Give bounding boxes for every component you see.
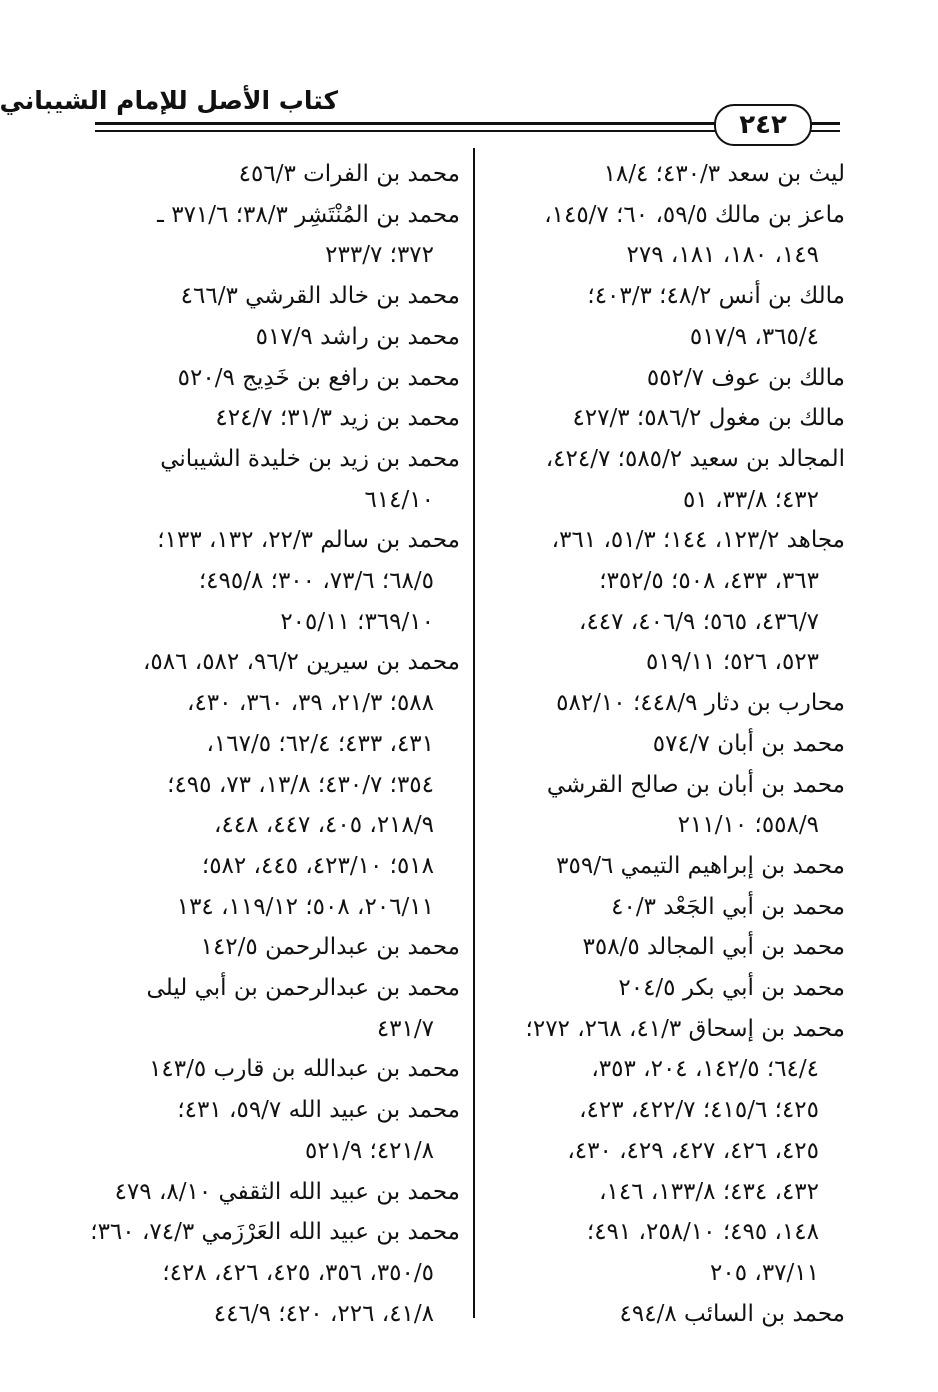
entry-heading-line: ماعز بن مالك ٥٩/٥، ٦٠؛ ١٤٥/٧، (544, 201, 845, 228)
index-entry (98, 1049, 460, 1090)
entry-heading-line: محمد بن زيد ٣١/٣؛ ٤٢٤/٧ (215, 405, 460, 432)
entry-continuation-line: ١٤٨، ٤٩٥؛ ٢٥٨/١٠، ٤٩١؛ (586, 1219, 819, 1246)
index-entry (490, 724, 845, 765)
entry-continuation-line: ٤٣٢، ٤٣٤؛ ١٣٣/٨، ١٤٦، (599, 1178, 819, 1205)
entry-continuation-line: ٥١٨؛ ٤٢٣/١٠، ٤٤٥، ٥٨٢؛ (201, 852, 434, 879)
entry-heading-line: محمد بن سالم ٢٢/٣، ١٣٢، ١٣٣؛ (157, 527, 460, 554)
entry-continuation-line: ٣٦٣، ٤٣٣، ٥٠٨؛ ٣٥٢/٥؛ (599, 568, 819, 595)
entry-heading-line: محمد بن خالد القرشي ٤٦٦/٣ (180, 283, 460, 310)
entry-continuation-line: ٥٢٣، ٥٢٦؛ ٥١٩/١١ (645, 649, 819, 676)
entry-continuation-line: ٣٥٤؛ ٤٣٠/٧؛ ١٣/٨، ٧٣، ٤٩٥؛ (167, 771, 434, 798)
entry-continuation-line: ٤٣١، ٤٣٣؛ ٦٢/٤؛ ١٦٧/٥، (206, 730, 434, 757)
entry-heading-line: محمد بن أبي بكر ٢٠٤/٥ (618, 975, 845, 1002)
index-entry (98, 276, 460, 317)
entry-continuation-line: ٢٠٦/١١، ٥٠٨؛ ١١٩/١٢، ١٣٤ (176, 893, 434, 920)
entry-heading-line: محمد بن الفرات ٤٥٦/٣ (238, 161, 460, 187)
entry-continuation-line: ٦٤/٤؛ ١٤٢/٥، ٢٠٤، ٣٥٣، (591, 1056, 819, 1083)
entry-heading-line: محمد بن عبدالرحمن ١٤٢/٥ (200, 934, 460, 961)
entry-continuation-line: ٤١/٨، ٢٢٦، ٤٢٠؛ ٤٤٦/٩ (213, 1300, 434, 1327)
index-entry (490, 1294, 845, 1335)
entry-heading-line: محمد بن أبي الجَعْد ٤٠/٣ (611, 893, 845, 920)
entry-heading-line: مالك بن مغول ٥٨٦/٢؛ ٤٢٧/٣ (572, 405, 845, 432)
entry-heading-line: محمد بن عبدالله بن قارب ١٤٣/٥ (149, 1056, 460, 1083)
index-entry (490, 520, 845, 683)
entry-continuation-line: ٥٨٨؛ ٢١/٣، ٣٩، ٣٦٠، ٤٣٠، (187, 690, 434, 717)
entry-heading-line: محمد بن أبي المجالد ٣٥٨/٥ (582, 934, 845, 961)
entry-heading-line: ليث بن سعد ٤٣٠/٣؛ ١٨/٤ (603, 161, 845, 187)
index-entry (490, 846, 845, 887)
entry-continuation-line: ٣٧٢؛ ٢٣٣/٧ (325, 242, 434, 269)
entry-heading-line: محمد بن عبيد الله ٥٩/٧، ٤٣١؛ (177, 1097, 460, 1124)
entry-continuation-line: ٣٦٩/١٠؛ ٢٠٥/١١ (280, 608, 434, 635)
entry-heading-line: محمد بن رافع بن خَدِيج ٥٢٠/٩ (177, 364, 460, 391)
entry-continuation-line: ٥٥٨/٩؛ ٢١١/١٠ (677, 812, 819, 839)
index-entry (490, 195, 845, 276)
entry-heading-line: محمد بن أبان ٥٧٤/٧ (652, 730, 845, 757)
index-entry (98, 195, 460, 276)
page-number: ٢٤٢ (714, 104, 812, 146)
index-entry (90, 1212, 460, 1334)
index-entry (490, 968, 845, 1009)
entry-heading-line: محمد بن زيد بن خليدة الشيباني (160, 445, 460, 472)
entry-heading-line: محمد بن إسحاق ٤١/٣، ٢٦٨، ٢٧٢؛ (525, 1015, 845, 1042)
index-entry (98, 927, 460, 968)
entry-heading-line: محمد بن عبيد الله الثقفي ٨/١٠، ٤٧٩ (114, 1178, 460, 1205)
entry-continuation-line: ٦٨/٥؛ ٧٣/٦، ٣٠٠؛ ٤٩٥/٨؛ (198, 568, 434, 595)
index-entry (490, 1009, 845, 1294)
index-entry (490, 887, 845, 928)
entry-continuation-line: ٢١٨/٩، ٤٠٥، ٤٤٧، ٤٤٨، (214, 812, 434, 839)
entry-heading-line: المجالد بن سعيد ٥٨٥/٢؛ ٤٢٤/٧، (545, 445, 845, 472)
index-entry (98, 439, 460, 520)
entry-continuation-line: ٤٣٢؛ ٣٣/٨، ٥١ (683, 486, 819, 513)
index-entry (98, 398, 460, 439)
entry-heading-line: مالك بن عوف ٥٥٢/٧ (646, 364, 845, 391)
entry-continuation-line: ٤٢١/٨؛ ٥٢١/٩ (305, 1137, 434, 1164)
index-entry (490, 398, 845, 439)
entry-heading-line: محمد بن عبدالرحمن بن أبي ليلى (146, 975, 460, 1002)
index-entry (490, 154, 845, 195)
entry-continuation-line: ٣٥٠/٥، ٣٥٦، ٤٢٥، ٤٢٦، ٤٢٨؛ (162, 1259, 434, 1286)
index-entry (490, 439, 845, 520)
index-entry (490, 358, 845, 399)
entry-continuation-line: ٦١٤/١٠ (364, 486, 434, 513)
entry-heading-line: محمد بن راشد ٥١٧/٩ (255, 323, 460, 350)
index-entry (490, 927, 845, 968)
index-column-left (90, 154, 460, 1334)
entry-continuation-line: ٣٧/١١، ٢٠٥ (710, 1259, 819, 1286)
entry-heading-line: محارب بن دثار ٤٤٨/٩؛ ٥٨٢/١٠ (556, 690, 845, 717)
entry-heading-line: مجاهد ١٢٣/٢، ١٤٤؛ ٥١/٣، ٣٦١، (551, 527, 845, 554)
index-entry (98, 642, 460, 927)
entry-continuation-line: ٣٦٥/٤، ٥١٧/٩ (689, 323, 819, 350)
entry-continuation-line: ٤٢٥، ٤٢٦، ٤٢٧، ٤٢٩، ٤٣٠، (567, 1137, 819, 1164)
index-column-right (490, 154, 845, 1334)
entry-heading-line: محمد بن المُنْتَشِر ٣٨/٣؛ ٣٧١/٦ ـ (157, 201, 460, 228)
index-entry (98, 1172, 460, 1213)
index-entry (98, 358, 460, 399)
entry-continuation-line: ٤٣١/٧ (376, 1015, 434, 1042)
index-entry (490, 765, 845, 846)
entry-continuation-line: ٤٣٦/٧، ٥٦٥؛ ٤٠٦/٩، ٤٤٧، (579, 608, 819, 635)
entry-heading-line: مالك بن أنس ٤٨/٢؛ ٤٠٣/٣؛ (587, 283, 845, 310)
entry-heading-line: محمد بن عبيد الله العَرْزَمي ٧٤/٣، ٣٦٠؛ (90, 1219, 460, 1246)
entry-continuation-line: ١٤٩، ١٨٠، ١٨١، ٢٧٩ (626, 242, 819, 269)
entry-heading-line: محمد بن إبراهيم التيمي ٣٥٩/٦ (556, 852, 845, 879)
entry-heading-line: محمد بن أبان بن صالح القرشي (546, 771, 845, 798)
entry-heading-line: محمد بن سيرين ٩٦/٢، ٥٨٢، ٥٨٦، (142, 649, 460, 676)
entry-continuation-line: ٤٢٥؛ ٤١٥/٦؛ ٤٢٢/٧، ٤٢٣، (579, 1097, 819, 1124)
index-entry (98, 1090, 460, 1171)
index-entry (98, 968, 460, 1049)
entry-heading-line: محمد بن السائب ٤٩٤/٨ (619, 1300, 845, 1327)
running-head-title: كتاب الأصل للإمام الشيباني (0, 86, 338, 115)
index-entry (98, 520, 460, 642)
index-entry (98, 317, 460, 358)
index-entry (490, 276, 845, 357)
index-entry (98, 154, 460, 195)
index-entry (490, 683, 845, 724)
column-divider (473, 148, 475, 1318)
